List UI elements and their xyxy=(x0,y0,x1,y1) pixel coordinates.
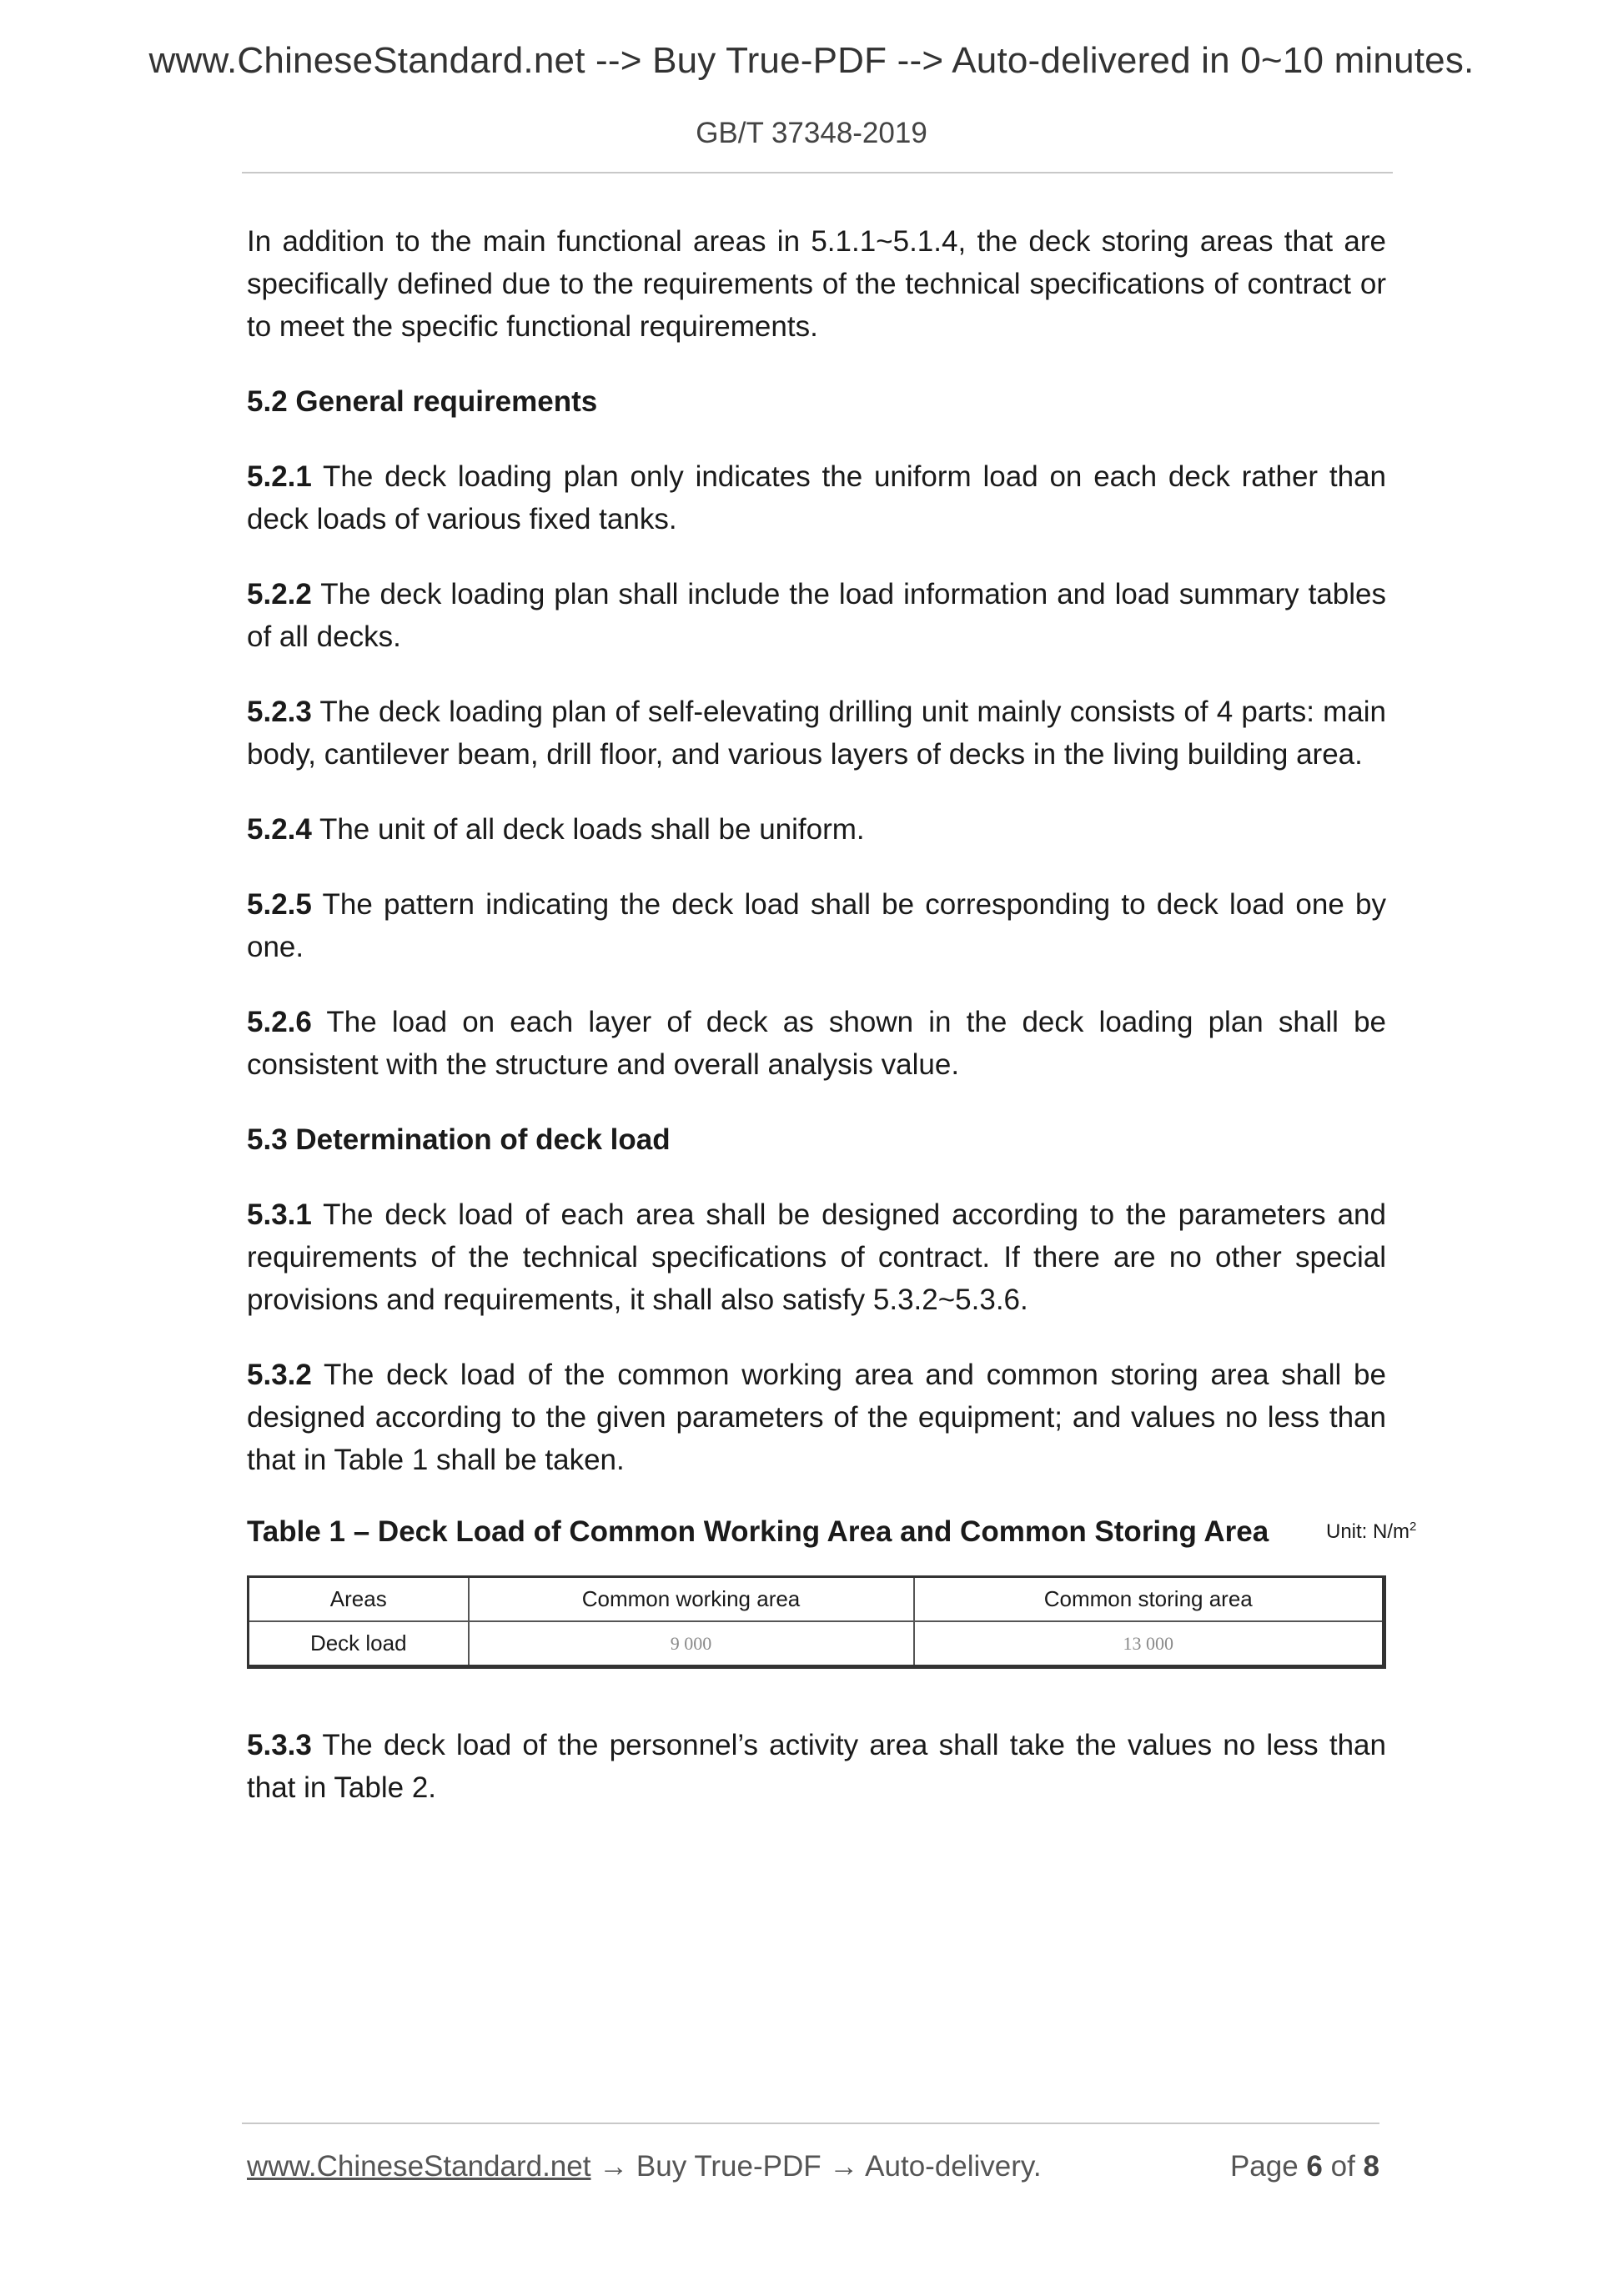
table-cell: 9 000 xyxy=(469,1621,914,1667)
table-header-cell: Common storing area xyxy=(914,1577,1384,1622)
page-footer xyxy=(247,2150,1379,2192)
clause-5-2-3 xyxy=(247,691,1386,776)
table-header-cell: Areas xyxy=(249,1577,469,1622)
clause-number: 5.2.6 xyxy=(247,1006,312,1038)
page-word: Page xyxy=(1229,2150,1307,2183)
page-indicator xyxy=(1230,2150,1379,2183)
clause-number: 5.2.2 xyxy=(247,578,312,610)
clause-5-2-4 xyxy=(247,808,1386,851)
clause-text: The deck load of the personnel’s activity area shall take the values no less than that in Table 2. xyxy=(247,1729,1386,1804)
total-pages: 8 xyxy=(1363,2150,1379,2183)
clause-text: The deck loading plan of self-elevating drilling unit mainly consists of 4 parts: main body, cantilever beam, drill floor, and various layers of decks in the living building area. xyxy=(247,696,1386,771)
clause-text: The deck loading plan only indicates the uniform load on each deck rather than deck loads of various fixed tanks. xyxy=(247,460,1386,535)
clause-number: 5.2.3 xyxy=(247,696,312,728)
clause-5-2-5 xyxy=(247,883,1386,968)
clause-text: The deck loading plan shall include the load information and load summary tables of all decks. xyxy=(247,578,1386,653)
clause-number: 5.2.1 xyxy=(247,460,312,493)
document-number: GB/T 37348-2019 xyxy=(696,117,927,149)
clause-5-2-1 xyxy=(247,455,1386,540)
clause-number: 5.2.5 xyxy=(247,888,312,921)
top-banner: www.ChineseStandard.net --> Buy True-PDF --> Auto-delivered in 0~10 minutes. xyxy=(148,40,1475,81)
table-header-row xyxy=(249,1577,1384,1622)
clause-text: The deck load of the common working area and common storing area shall be designed according to the given parameters of the equipment; and values no less than that in Table 1 shall be taken. xyxy=(247,1359,1386,1476)
clause-text: The load on each layer of deck as shown in the deck loading plan shall be consistent with the structure and overall analysis value. xyxy=(247,1006,1386,1081)
section-heading-5-2: 5.2 General requirements xyxy=(247,385,598,418)
intro-paragraph: In addition to the main functional areas in 5.1.1~5.1.4, the deck storing areas that are specifically defined due to the requirements of the technical specifications of contract or to meet the specific functional requirements. xyxy=(247,225,1386,343)
clause-5-2-6 xyxy=(247,1001,1386,1086)
table-header-cell: Common working area xyxy=(469,1577,914,1622)
table-1-title: Table 1 – Deck Load of Common Working Area and Common Storing Area xyxy=(247,1515,1269,1548)
clause-number: 5.3.2 xyxy=(247,1359,312,1391)
clause-5-3-2 xyxy=(247,1354,1386,1481)
page-of: of xyxy=(1322,2150,1364,2183)
table-1-unit xyxy=(1326,1505,1416,1553)
footer-promo-text: → Buy True-PDF → Auto-delivery. xyxy=(590,2150,1042,2183)
clause-text: The deck load of each area shall be designed according to the parameters and requirements of the technical specifications of contract. If there are no other special provisions and requirements, it shall also satisfy 5.3.2~5.3.6. xyxy=(247,1198,1386,1316)
clause-number: 5.3.1 xyxy=(247,1198,312,1231)
section-heading-5-3: 5.3 Determination of deck load xyxy=(247,1123,671,1156)
footer-divider xyxy=(242,2123,1379,2124)
clause-number: 5.3.3 xyxy=(247,1729,312,1761)
table-cell: 13 000 xyxy=(914,1621,1384,1667)
clause-5-3-1 xyxy=(247,1193,1386,1321)
current-page: 6 xyxy=(1306,2150,1323,2183)
unit-superscript: 2 xyxy=(1409,1520,1417,1534)
unit-label: Unit: N/m xyxy=(1326,1520,1410,1543)
table-row xyxy=(249,1621,1384,1667)
clause-5-2-2 xyxy=(247,573,1386,658)
table-1-caption xyxy=(247,1510,1417,1560)
clause-number: 5.2.4 xyxy=(247,813,312,846)
clause-text: The pattern indicating the deck load shall be corresponding to deck load one by one. xyxy=(247,888,1386,963)
clause-5-3-3 xyxy=(247,1724,1386,1809)
table-cell: Deck load xyxy=(249,1621,469,1667)
footer-promo xyxy=(247,2150,1042,2183)
header-divider xyxy=(242,172,1393,173)
footer-site-link[interactable]: www.ChineseStandard.net xyxy=(247,2150,591,2183)
page-content xyxy=(247,220,1417,1841)
table-1 xyxy=(247,1575,1386,1669)
clause-text: The unit of all deck loads shall be uniform. xyxy=(311,813,865,846)
